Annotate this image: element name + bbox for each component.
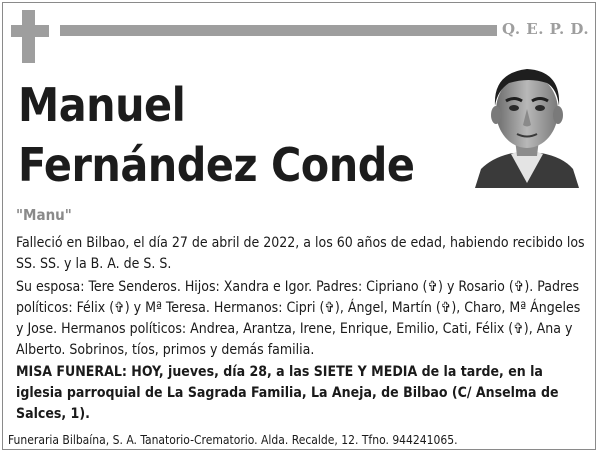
family-list-text: Su esposa: Tere Senderos. Hijos: Xandra e Igor. Padres: Cipriano (✞) y Rosario (✞). Padres políticos: Félix (✞) y Mª Teresa. Hermanos: Cipri (✞), Ángel, Martín (✞), Charo, Mª Ángeles y Jose. Hermanos políticos: Andrea, Arantza, Irene, Enrique, Emilio, Cati, Félix (✞), Ana y Alberto. Sobrinos, tíos, primos y demás familia. [16,279,581,358]
death-notice-text: Falleció en Bilbao, el día 27 de abril de 2022, a los 60 años de edad, habiendo recibido los SS. SS. y la B. A. de S. S. [16,235,585,272]
deceased-surnames: Fernández Conde [18,138,415,192]
funeral-home-footer: Funeraria Bilbaína, S. A. Tanatorio-Crematorio. Alda. Recalde, 12. Tfno. 944241065. [8,433,458,447]
funeral-mass-text: MISA FUNERAL: HOY, jueves, día 28, a las SIETE Y MEDIA de la tarde, en la iglesia parroquial de La Sagrada Familia, La Aneja, de Bilbao (C/ Anselma de Salces, 1). [16,364,559,422]
portrait-photo [473,61,581,188]
header-divider [60,25,497,36]
qepd-label: Q. E. P. D. [502,20,590,38]
deceased-first-name: Manuel [18,78,186,132]
deceased-nickname: "Manu" [16,206,72,224]
